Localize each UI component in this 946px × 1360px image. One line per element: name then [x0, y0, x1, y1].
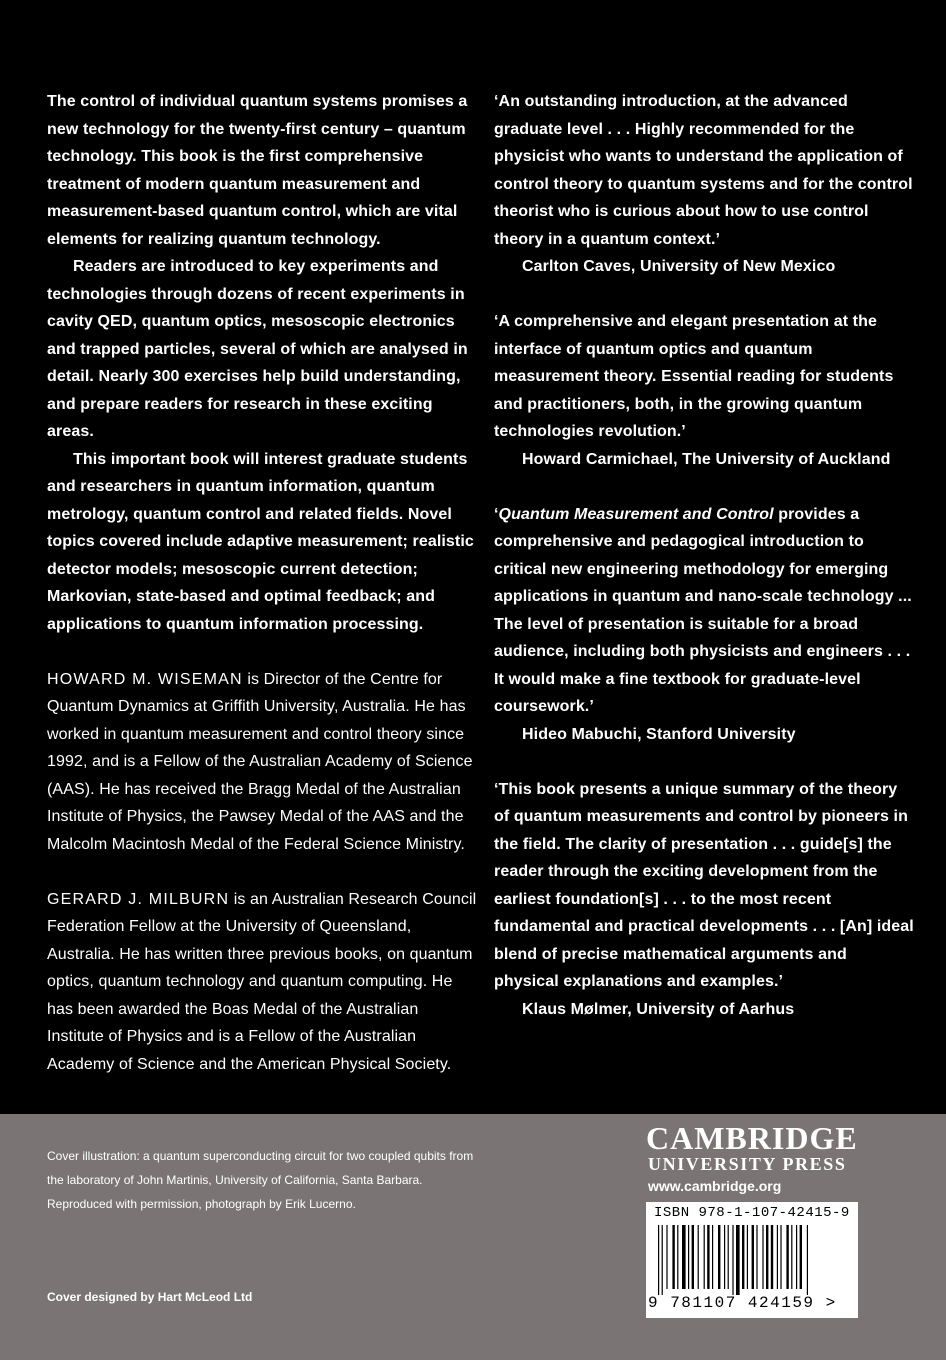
barcode-bar: [777, 1225, 778, 1289]
barcode-bar: [712, 1225, 713, 1289]
barcode-bar: [677, 1225, 678, 1289]
barcode-bars-icon: [656, 1225, 850, 1295]
barcode-bar: [780, 1225, 781, 1289]
publisher-url[interactable]: www.cambridge.org: [648, 1178, 782, 1194]
reviewer-name: Howard Carmichael, The University of Auckland: [522, 450, 891, 468]
author-bio-milburn: [47, 886, 477, 1079]
barcode-bar: [771, 1225, 773, 1289]
barcode-digits: 9 781107 424159 >: [648, 1294, 837, 1312]
barcode-bar: [658, 1225, 659, 1295]
barcode-bar: [786, 1225, 788, 1289]
reviewer-name: Hideo Mabuchi, Stanford University: [522, 725, 796, 743]
barcode-bar: [688, 1225, 689, 1289]
barcode-bar: [796, 1225, 797, 1289]
barcode-bar: [742, 1225, 744, 1289]
barcode: [646, 1202, 858, 1318]
barcode-bar: [698, 1225, 699, 1289]
barcode-bar: [791, 1225, 792, 1289]
barcode-bar: [666, 1225, 667, 1289]
author-bio: is an Australian Research Council Federation Fellow at the University of Queensland, Australia. He has written three previous books, on quantum optics, quantum technology and quantum computing. He has been awarded the Boas Medal of the Australian Institute of Physics and is a Fellow of the Australian Academy of Science and the American Physical Society.: [47, 890, 477, 1073]
author-bio-wiseman: [47, 666, 477, 859]
barcode-bar: [766, 1225, 768, 1289]
reviewer-name: Carlton Caves, University of New Mexico: [522, 258, 836, 275]
barcode-bar: [662, 1225, 663, 1295]
barcode-bar: [718, 1225, 720, 1289]
barcode-bar: [732, 1225, 733, 1295]
description-paragraph-1: The control of individual quantum systems promises a new technology for the twenty-first century – quantum technology. This book is the first comprehensive treatment of modern quantum measurement and measurement-based quantum control, which are vital elements for realizing quantum technology.: [47, 93, 468, 248]
review-quote: ‘A comprehensive and elegant presentation at the interface of quantum optics and quantum measurement theory. Essential reading for students and practitioners, both, in the growing quantum technologies revolution.’: [494, 313, 894, 440]
barcode-bar: [682, 1225, 686, 1289]
quote-open: ‘: [494, 505, 499, 523]
barcode-bar: [707, 1225, 709, 1289]
author-name: HOWARD M. WISEMAN: [47, 670, 243, 688]
barcode-bar: [762, 1225, 763, 1289]
barcode-bar: [736, 1225, 740, 1295]
barcode-bar: [692, 1225, 694, 1289]
barcode-bar: [752, 1225, 754, 1289]
book-title: Quantum Measurement and Control: [498, 505, 774, 523]
barcode-bar: [807, 1225, 808, 1295]
barcode-bar: [747, 1225, 748, 1289]
description-column: [47, 88, 477, 1078]
barcode-bar: [672, 1225, 674, 1289]
cover-illustration-credit: Cover illustration: a quantum superconducting circuit for two coupled qubits from the laboratory of John Martinis, University of California, Santa Barbara. Reproduced with permission, photograph by Erik Lucerno.: [47, 1149, 474, 1211]
author-name: GERARD J. MILBURN: [47, 890, 230, 908]
reviewer-name: Klaus Mølmer, University of Aarhus: [522, 1000, 795, 1018]
author-bio: is Director of the Centre for Quantum Dynamics at Griffith University, Australia. He has worked in quantum measurement and control theory since 1992, and is a Fellow of the Australian Academy of Science (AAS). He has received the Bragg Medal of the Australian Institute of Physics, the Pawsey Medal of the AAS and the Malcolm Macintosh Medal of the Federal Science Ministry.: [47, 670, 473, 853]
publisher-logo-line2: UNIVERSITY PRESS: [648, 1154, 847, 1174]
description-paragraph-3: This important book will interest graduate students and researchers in quantum information, quantum metrology, quantum control and related fields. Novel topics covered include adaptive measurement; realistic detector models; mesoscopic current detection; Markovian, state-based and optimal feedback; and applications to quantum information processing.: [47, 450, 474, 633]
review-quote: ‘This book presents a unique summary of the theory of quantum measurements and control by pioneers in the field. The clarity of presentation . . . guide[s] the reader through the exciting development from the earliest foundation[s] . . . to the most recent fundamental and practical developments . . . [An] ideal blend of precise mathematical arguments and physical explanations and examples.’: [494, 780, 914, 990]
barcode-bar: [800, 1225, 802, 1289]
review-quote: ‘An outstanding introduction, at the advanced graduate level . . . Highly recommended for the physicist who wants to understand the application of control theory to quantum systems and for the control theorist who is curious about how to use control theory in a quantum context.’: [494, 93, 913, 248]
publisher-logo-line1: CAMBRIDGE: [646, 1120, 858, 1156]
barcode-bar: [728, 1225, 729, 1289]
reviews-column: [494, 88, 914, 1023]
quote-body: provides a comprehensive and pedagogical introduction to critical new engineering methodology for emerging applications in quantum and nano-scale technology ... The level of presentation is suitable for a broad audience, including both physicists and engineers . . . It would make a fine textbook for graduate-level coursework.’: [494, 505, 912, 715]
review-quote: [494, 501, 914, 721]
footer-band: [0, 1114, 946, 1360]
barcode-bar: [704, 1225, 705, 1289]
barcode-bar: [724, 1225, 725, 1289]
barcode-bar: [756, 1225, 757, 1289]
description-paragraph-2: Readers are introduced to key experiments and technologies through dozens of recent experiments in cavity QED, quantum optics, mesoscopic electronics and trapped particles, several of which are analysed in detail. Nearly 300 exercises help build understanding, and prepare readers for research in these exciting areas.: [47, 258, 468, 440]
cover-designer-credit: Cover designed by Hart McLeod Ltd: [47, 1290, 253, 1304]
isbn-number: ISBN 978-1-107-42415-9: [654, 1205, 850, 1221]
